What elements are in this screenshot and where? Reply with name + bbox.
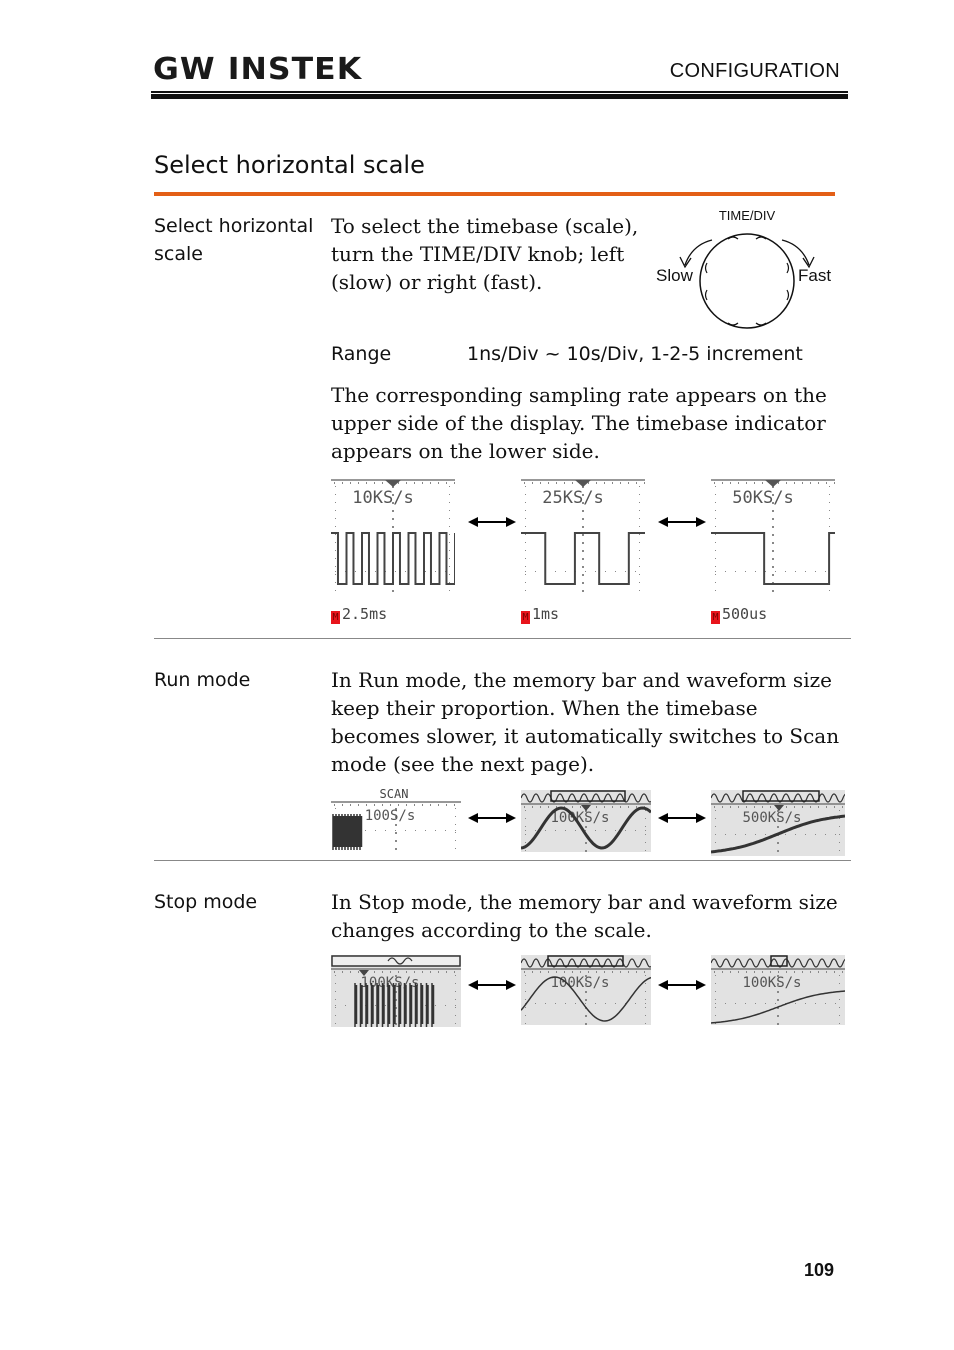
row-text-select-horizontal-scale: To select the timebase (scale), turn the TIME/DIV knob; left (slow) or right (fast). — [331, 214, 639, 294]
row-text-stop-mode: In Stop mode, the memory bar and waveform size changes according to the scale. — [331, 890, 838, 942]
row-label-run-mode: Run mode — [154, 669, 251, 691]
sample-rate-label: 10KS/s — [352, 488, 414, 508]
section-name: CONFIGURATION — [669, 60, 840, 82]
header-rule-thick — [151, 94, 848, 99]
double-arrow-icon — [468, 514, 516, 530]
timebase-indicator: M 500us — [712, 605, 768, 623]
row-divider — [154, 638, 851, 639]
scope-screen — [521, 955, 651, 1025]
header-rule-thin — [151, 91, 848, 93]
scope-screen — [711, 955, 845, 1025]
row-divider — [154, 860, 851, 861]
scope-screen — [331, 788, 461, 852]
scope-screen — [521, 478, 645, 593]
double-arrow-icon — [658, 514, 706, 530]
title-underline — [154, 192, 835, 196]
knob-icon — [700, 234, 794, 328]
main-timebase-marker-icon: M — [332, 612, 339, 623]
sampling-note: The corresponding sampling rate appears on the upper side of the display. The timebase indicator appears on the lower side. — [331, 383, 827, 463]
knob-slow-label: Slow — [656, 266, 693, 285]
sample-rate-label: 25KS/s — [542, 488, 604, 508]
sample-rate-label: 500KS/s — [742, 810, 802, 826]
double-arrow-icon — [468, 977, 516, 993]
range-value: 1ns/Div ~ 10s/Div, 1-2-5 increment — [467, 343, 803, 365]
sample-rate-label: 100KS/s — [550, 975, 610, 991]
main-timebase-marker-icon: M — [522, 612, 529, 623]
waveform — [355, 983, 434, 1027]
double-arrow-icon — [468, 810, 516, 826]
scope-screen — [711, 790, 845, 856]
range-label: Range — [331, 343, 392, 365]
sample-rate-label: 100KS/s — [550, 810, 610, 826]
brand-logo: GW INSTEK — [153, 52, 363, 87]
knob-fast-label: Fast — [798, 266, 832, 285]
row-label-stop-mode: Stop mode — [154, 891, 258, 913]
row-text-run-mode: In Run mode, the memory bar and waveform size keep their proportion. When the timebase becomes slower, it automatically switches to Scan mode (see the next page). — [331, 668, 840, 776]
scope-screen — [331, 478, 455, 593]
scope-screen — [331, 955, 461, 1027]
time-div-knob-diagram — [652, 205, 842, 335]
scope-screen — [711, 478, 835, 593]
timebase-indicator: M 1ms — [522, 605, 560, 623]
sample-rate-label: 100KS/s — [360, 975, 420, 991]
knob-grips — [706, 237, 789, 325]
scope-screen — [521, 790, 651, 852]
double-arrow-icon — [658, 977, 706, 993]
sample-rate-label: 50KS/s — [732, 488, 794, 508]
page-number: 109 — [803, 1260, 834, 1280]
timebase-indicator: M 2.5ms — [332, 605, 388, 623]
page-title: Select horizontal scale — [154, 151, 425, 179]
main-timebase-marker-icon: M — [712, 612, 719, 623]
knob-title: TIME/DIV — [718, 208, 776, 223]
waveform — [333, 814, 362, 850]
sample-rate-label: 100KS/s — [742, 975, 802, 991]
square-waveform — [331, 533, 455, 584]
sample-rate-label: 100S/s — [364, 808, 416, 824]
double-arrow-icon — [658, 810, 706, 826]
scan-mode-label: SCAN — [379, 788, 409, 801]
row-label-select-horizontal-scale: Select horizontal scale — [154, 215, 314, 265]
